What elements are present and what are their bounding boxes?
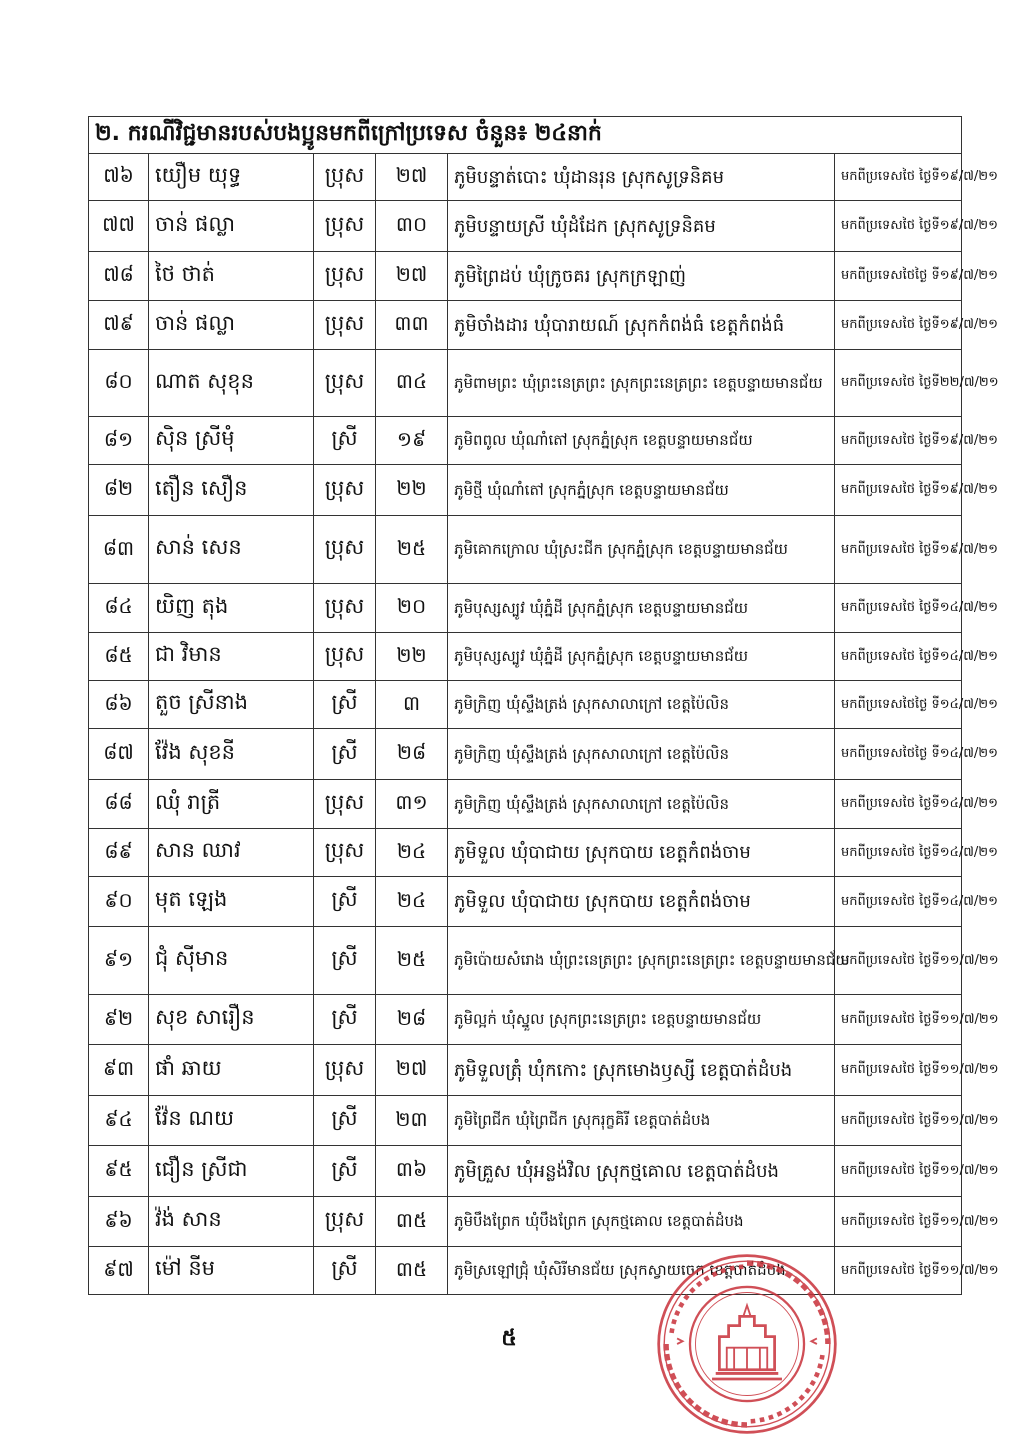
patient-age: ៣១ xyxy=(376,780,448,829)
patient-sex: ស្រី xyxy=(314,417,376,465)
table-row xyxy=(89,1146,962,1197)
section-title: ២. ករណីវិជ្ជមានរបស់បងប្អូនមកពីក្រៅប្រទេស ចំនួន៖ ២៤នាក់ xyxy=(89,117,962,154)
arrival-info: មកពីប្រទេសថៃ ថ្ងៃទី១៤/៧/២១ xyxy=(835,780,962,829)
patient-sex: ប្រុស xyxy=(314,1197,376,1247)
patient-age: ២៥ xyxy=(376,516,448,584)
patient-address: ភូមិព្រៃដប់ ឃុំក្រូចគរ ស្រុកក្រឡាញ់ xyxy=(448,252,835,301)
table-row xyxy=(89,995,962,1045)
patient-name: មុត ឡេង xyxy=(149,877,314,927)
arrival-info: មកពីប្រទេសថៃ ថ្ងៃទី១១/៧/២១ xyxy=(835,1146,962,1197)
table-row xyxy=(89,252,962,301)
table-row xyxy=(89,201,962,252)
patient-address: ភូមិទួលត្រុំ ឃុំកកោះ ស្រុកមោងឫស្សី ខេត្តបាត់ដំបង xyxy=(448,1045,835,1096)
patient-age: ២៤ xyxy=(376,877,448,927)
patient-address: ភូមិគោកក្រោល ឃុំស្រះជីក ស្រុកភ្នំស្រុក ខេត្តបន្ទាយមានជ័យ xyxy=(448,516,835,584)
case-number: ៨២ xyxy=(89,465,149,516)
case-number: ៩៦ xyxy=(89,1197,149,1247)
patient-name: យិញ តុង xyxy=(149,584,314,633)
table-row xyxy=(89,780,962,829)
case-number: ៩១ xyxy=(89,927,149,995)
arrival-info: មកពីប្រទេសថៃ ថ្ងៃទី១៤/៧/២១ xyxy=(835,633,962,681)
arrival-info: មកពីប្រទេសថៃថ្ងៃ ទី១៤/៧/២១ xyxy=(835,681,962,729)
case-number: ៨៤ xyxy=(89,584,149,633)
case-number: ៨៨ xyxy=(89,780,149,829)
arrival-info: មកពីប្រទេសថៃ ថ្ងៃទី១៤/៧/២១ xyxy=(835,584,962,633)
patient-name: សាន ឈាវ xyxy=(149,829,314,877)
arrival-info: មកពីប្រទេសថៃ ថ្ងៃទី១៩/៧/២១ xyxy=(835,465,962,516)
arrival-info: មកពីប្រទេសថៃ ថ្ងៃទី២២/៧/២១ xyxy=(835,350,962,417)
table-row xyxy=(89,301,962,350)
table-row xyxy=(89,681,962,729)
patient-address: ភូមិថ្មី ឃុំណាំតៅ ស្រុកភ្នំស្រុក ខេត្តបន្ទាយមានជ័យ xyxy=(448,465,835,516)
patient-sex: ប្រុស xyxy=(314,252,376,301)
table-row xyxy=(89,1045,962,1096)
case-number: ៩០ xyxy=(89,877,149,927)
patient-address: ភូមិបន្ទាត់បោះ ឃុំដានរុន ស្រុកសូទ្រនិគម xyxy=(448,154,835,201)
patient-name: ជា វិមាន xyxy=(149,633,314,681)
patient-name: តួច ស្រីនាង xyxy=(149,681,314,729)
patient-sex: ស្រី xyxy=(314,927,376,995)
patient-sex: ស្រី xyxy=(314,681,376,729)
patient-age: ១៩ xyxy=(376,417,448,465)
table-row xyxy=(89,633,962,681)
patient-name: ជឿន ស្រីជា xyxy=(149,1146,314,1197)
arrival-info: មកពីប្រទេសថៃ ថ្ងៃទី១១/៧/២១ xyxy=(835,1197,962,1247)
patient-age: ២៧ xyxy=(376,252,448,301)
case-number: ៩៣ xyxy=(89,1045,149,1096)
page-number: ៥ xyxy=(501,1326,517,1351)
patient-name: វ៉ែន ណយ xyxy=(149,1096,314,1146)
patient-age: ៣៣ xyxy=(376,301,448,350)
patient-sex: ប្រុស xyxy=(314,1045,376,1096)
patient-address: ភូមិក្រិញ ឃុំស្ទឹងត្រង់ ស្រុកសាលាក្រៅ ខេត្តប៉ៃលិន xyxy=(448,681,835,729)
patient-age: ២៨ xyxy=(376,729,448,780)
patient-age: ៣៥ xyxy=(376,1197,448,1247)
table-row xyxy=(89,1096,962,1146)
patient-sex: ស្រី xyxy=(314,877,376,927)
arrival-info: មកពីប្រទេសថៃថ្ងៃ ទី១៤/៧/២១ xyxy=(835,729,962,780)
patient-age: ៣០ xyxy=(376,201,448,252)
patient-address: ភូមិបន្ទាយស្រី ឃុំដំដែក ស្រុកសូទ្រនិគម xyxy=(448,201,835,252)
arrival-info: មកពីប្រទេសថៃ ថ្ងៃទី១៩/៧/២១ xyxy=(835,301,962,350)
case-number: ៧៧ xyxy=(89,201,149,252)
case-number: ៧៦ xyxy=(89,154,149,201)
case-number: ៩២ xyxy=(89,995,149,1045)
patient-sex: ស្រី xyxy=(314,1096,376,1146)
case-number: ៨៣ xyxy=(89,516,149,584)
patient-sex: ប្រុស xyxy=(314,516,376,584)
arrival-info: មកពីប្រទេសថៃ ថ្ងៃទី១៩/៧/២១ xyxy=(835,201,962,252)
arrival-info: មកពីប្រទេសថៃ ថ្ងៃទី១៩/៧/២១ xyxy=(835,154,962,201)
patient-sex: ប្រុស xyxy=(314,301,376,350)
patient-address: ភូមិគ្រួស ឃុំអន្លង់វិល ស្រុកថ្មគោល ខេត្តបាត់ដំបង xyxy=(448,1146,835,1197)
patient-address: ភូមិព្រៃជីក ឃុំព្រៃជីក ស្រុករុក្ខគិរី ខេត្តបាត់ដំបង xyxy=(448,1096,835,1146)
case-number: ៨០ xyxy=(89,350,149,417)
patient-age: ៣៥ xyxy=(376,1247,448,1295)
patient-address: ភូមិពាមព្រះ ឃុំព្រះនេត្រព្រះ ស្រុកព្រះនេត្រព្រះ ខេត្តបន្ទាយមានជ័យ xyxy=(448,350,835,417)
table-row xyxy=(89,417,962,465)
table-row xyxy=(89,829,962,877)
patient-address: ភូមិបុស្សស្បូវ ឃុំភ្នំដី ស្រុកភ្នំស្រុក ខេត្តបន្ទាយមានជ័យ xyxy=(448,633,835,681)
patient-sex: ប្រុស xyxy=(314,350,376,417)
patient-address: ភូមិបឹងព្រែក ឃុំបឹងព្រែក ស្រុកថ្មគោល ខេត្តបាត់ដំបង xyxy=(448,1197,835,1247)
patient-name: វ៉ង់ សាន xyxy=(149,1197,314,1247)
patient-sex: ប្រុស xyxy=(314,584,376,633)
patient-name: ម៉ៅ នីម xyxy=(149,1247,314,1295)
case-number: ៩៧ xyxy=(89,1247,149,1295)
case-number: ៨៩ xyxy=(89,829,149,877)
arrival-info: មកពីប្រទេសថៃ ថ្ងៃទី១១/៧/២១ xyxy=(835,1045,962,1096)
section-heading-row xyxy=(89,117,962,154)
patient-address: ភូមិទួល ឃុំបាជាយ ស្រុកបាយ ខេត្តកំពង់ចាម xyxy=(448,829,835,877)
patient-age: ២៧ xyxy=(376,154,448,201)
arrival-info: មកពីប្រទេសថៃ ថ្ងៃទី១១/៧/២១ xyxy=(835,1247,962,1295)
patient-name: យឿម យុទ្ធ xyxy=(149,154,314,201)
case-number: ៨៦ xyxy=(89,681,149,729)
table-row xyxy=(89,729,962,780)
table-row xyxy=(89,154,962,201)
table-row xyxy=(89,927,962,995)
patient-age: ៣៤ xyxy=(376,350,448,417)
case-number: ៨៥ xyxy=(89,633,149,681)
patient-address: ភូមិចាំងដារ ឃុំបារាយណ៍ ស្រុកកំពង់ធំ ខេត្តកំពង់ធំ xyxy=(448,301,835,350)
patient-name: ចាន់ ផល្លា xyxy=(149,301,314,350)
case-number: ៨១ xyxy=(89,417,149,465)
table-row xyxy=(89,516,962,584)
patient-address: ភូមិពពូល ឃុំណាំតៅ ស្រុកភ្នំស្រុក ខេត្តបន្ទាយមានជ័យ xyxy=(448,417,835,465)
patient-sex: ប្រុស xyxy=(314,154,376,201)
table-row xyxy=(89,877,962,927)
patient-name: សាន់ សេន xyxy=(149,516,314,584)
patient-address: ភូមិក្រិញ ឃុំស្ទឹងត្រង់ ស្រុកសាលាក្រៅ ខេត្តប៉ៃលិន xyxy=(448,780,835,829)
patient-name: ឈុំ រាត្រី xyxy=(149,780,314,829)
patient-sex: ប្រុស xyxy=(314,465,376,516)
patient-name: ណាត សុខុន xyxy=(149,350,314,417)
arrival-info: មកពីប្រទេសថៃ ថ្ងៃទី១៤/៧/២១ xyxy=(835,829,962,877)
patient-name: វ៉ែង សុខនី xyxy=(149,729,314,780)
case-number: ៩៥ xyxy=(89,1146,149,1197)
official-seal-icon xyxy=(655,1252,839,1436)
table-row xyxy=(89,350,962,417)
patient-age: ៣៦ xyxy=(376,1146,448,1197)
patient-address: ភូមិបុស្សស្បូវ ឃុំភ្នំដី ស្រុកភ្នំស្រុក ខេត្តបន្ទាយមានជ័យ xyxy=(448,584,835,633)
arrival-info: មកពីប្រទេសថៃ ថ្ងៃទី១៩/៧/២១ xyxy=(835,516,962,584)
patient-sex: ស្រី xyxy=(314,1247,376,1295)
arrival-info: មកពីប្រទេសថៃ ថ្ងៃទី១១/៧/២១ xyxy=(835,1096,962,1146)
case-number: ៧៨ xyxy=(89,252,149,301)
table-row xyxy=(89,584,962,633)
patient-address: ភូមិក្រិញ ឃុំស្ទឹងត្រង់ ស្រុកសាលាក្រៅ ខេត្តប៉ៃលិន xyxy=(448,729,835,780)
patient-age: ៣ xyxy=(376,681,448,729)
patient-name: តឿន សឿន xyxy=(149,465,314,516)
patient-age: ២២ xyxy=(376,633,448,681)
cases-table xyxy=(88,116,999,1295)
patient-name: ថៃ ថាត់ xyxy=(149,252,314,301)
patient-name: ស៊ិន ស្រីមុំ xyxy=(149,417,314,465)
patient-name: ផាំ ឆាយ xyxy=(149,1045,314,1096)
patient-sex: ស្រី xyxy=(314,1146,376,1197)
arrival-info: មកពីប្រទេសថៃថ្ងៃ ទី១៩/៧/២១ xyxy=(835,252,962,301)
patient-age: ២៣ xyxy=(376,1096,448,1146)
patient-name: ចាន់ ផល្លា xyxy=(149,201,314,252)
patient-address: ភូមិល្អក់ ឃុំស្នួល ស្រុកព្រះនេត្រព្រះ ខេត្តបន្ទាយមានជ័យ xyxy=(448,995,835,1045)
table-row xyxy=(89,1197,962,1247)
patient-name: សុខ សារឿន xyxy=(149,995,314,1045)
patient-age: ២៤ xyxy=(376,829,448,877)
table-row xyxy=(89,465,962,516)
case-number: ៧៩ xyxy=(89,301,149,350)
patient-age: ២០ xyxy=(376,584,448,633)
arrival-info: មកពីប្រទេសថៃ ថ្ងៃទី១៩/៧/២១ xyxy=(835,417,962,465)
patient-name: ជុំ ស៊ីមាន xyxy=(149,927,314,995)
patient-sex: ប្រុស xyxy=(314,829,376,877)
patient-age: ២៨ xyxy=(376,995,448,1045)
case-number: ៩៤ xyxy=(89,1096,149,1146)
patient-age: ២៥ xyxy=(376,927,448,995)
patient-sex: ស្រី xyxy=(314,729,376,780)
patient-age: ២២ xyxy=(376,465,448,516)
patient-sex: ស្រី xyxy=(314,995,376,1045)
patient-sex: ប្រុស xyxy=(314,633,376,681)
arrival-info: មកពីប្រទេសថៃ ថ្ងៃទី១៤/៧/២១ xyxy=(835,877,962,927)
patient-age: ២៧ xyxy=(376,1045,448,1096)
patient-address: ភូមិស្រឡៅជ្រុំ ឃុំសិរីមានជ័យ ស្រុកស្វាយចេក ខេត្តបាត់ដំបង xyxy=(448,1247,835,1295)
case-number: ៨៧ xyxy=(89,729,149,780)
patient-sex: ប្រុស xyxy=(314,780,376,829)
patient-sex: ប្រុស xyxy=(314,201,376,252)
patient-address: ភូមិទួល ឃុំបាជាយ ស្រុកបាយ ខេត្តកំពង់ចាម xyxy=(448,877,835,927)
arrival-info: មកពីប្រទេសថៃ ថ្ងៃទី១១/៧/២១ xyxy=(835,995,962,1045)
patient-address: ភូមិប៉ោយសំរោង ឃុំព្រះនេត្រព្រះ ស្រុកព្រះនេត្រព្រះ ខេត្តបន្ទាយមានជ័យ xyxy=(448,927,835,995)
arrival-info: មកពីប្រទេសថៃ ថ្ងៃទី១១/៧/២១ xyxy=(835,927,962,995)
